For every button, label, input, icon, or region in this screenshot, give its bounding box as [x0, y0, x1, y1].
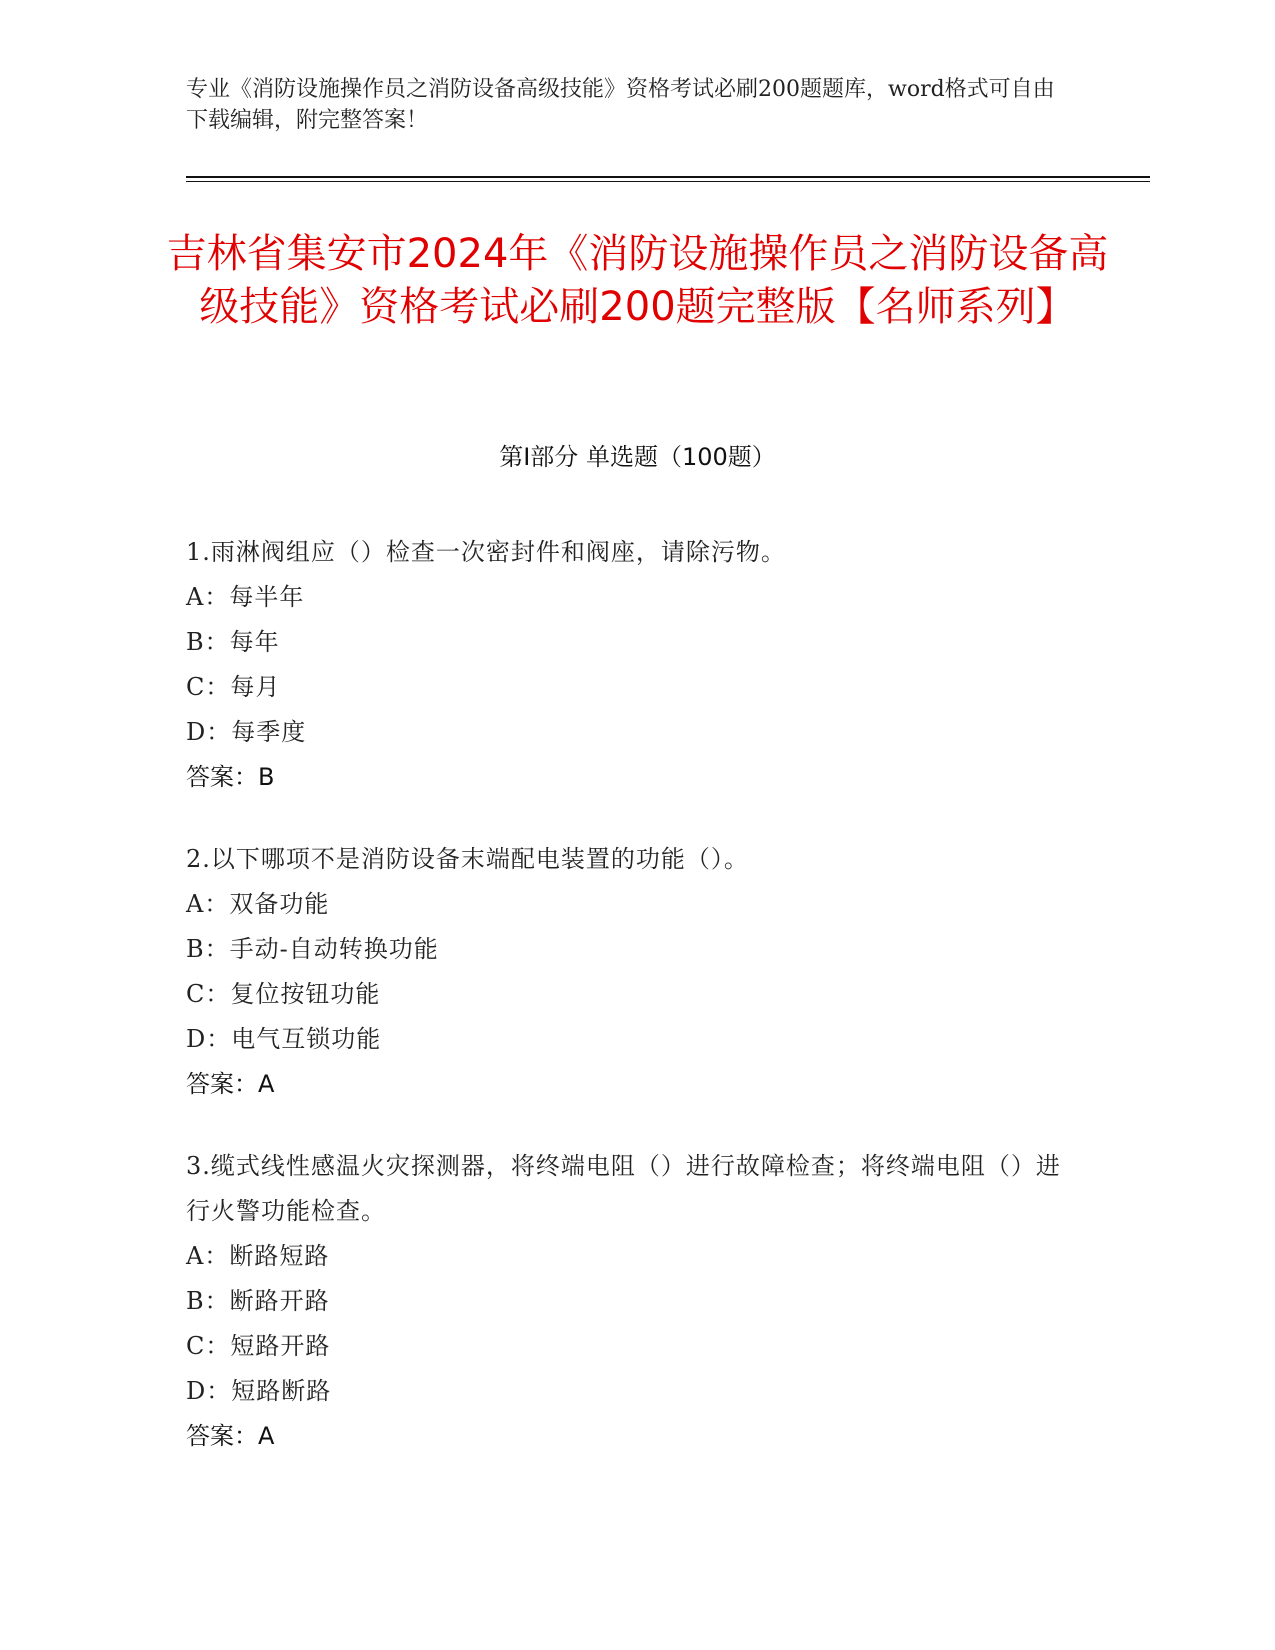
- option-b: B：手动-自动转换功能: [186, 935, 439, 963]
- header-divider-thin: [186, 181, 1150, 182]
- question-stem: 3.缆式线性感温火灾探测器，将终端电阻（）进行故障检查；将终端电阻（）进行火警功能检查。: [186, 1152, 1061, 1225]
- question-list: [186, 530, 1066, 1496]
- answer-line: 答案：A: [186, 1070, 275, 1098]
- header-divider-thick: [186, 176, 1150, 178]
- option-a: A：断路短路: [186, 1242, 330, 1270]
- question-item: [186, 837, 1066, 1107]
- question-item: [186, 1144, 1066, 1459]
- question-stem: 1.雨淋阀组应（）检查一次密封件和阀座，请除污物。: [186, 538, 786, 566]
- answer-line: 答案：B: [186, 763, 275, 791]
- option-c: C：复位按钮功能: [186, 980, 381, 1008]
- question-stem: 2.以下哪项不是消防设备末端配电装置的功能（）。: [186, 845, 749, 873]
- option-a: A：每半年: [186, 583, 305, 611]
- option-a: A：双备功能: [186, 890, 330, 918]
- document-title: 吉林省集安市2024年《消防设施操作员之消防设备高级技能》资格考试必刷200题完整版【名师系列】: [166, 231, 1109, 330]
- option-d: D：短路断路: [186, 1377, 332, 1405]
- option-c: C：每月: [186, 673, 281, 701]
- answer-line: 答案：A: [186, 1422, 275, 1450]
- option-d: D：电气互锁功能: [186, 1025, 382, 1053]
- option-b: B：断路开路: [186, 1287, 330, 1315]
- section-title: 第I部分 单选题（100题）: [499, 443, 776, 471]
- header-note: 专业《消防设施操作员之消防设备高级技能》资格考试必刷200题题库，word格式可自由下载编辑，附完整答案！: [186, 77, 1055, 133]
- option-c: C：短路开路: [186, 1332, 331, 1360]
- option-d: D：每季度: [186, 718, 307, 746]
- option-b: B：每年: [186, 628, 280, 656]
- question-item: [186, 530, 1066, 800]
